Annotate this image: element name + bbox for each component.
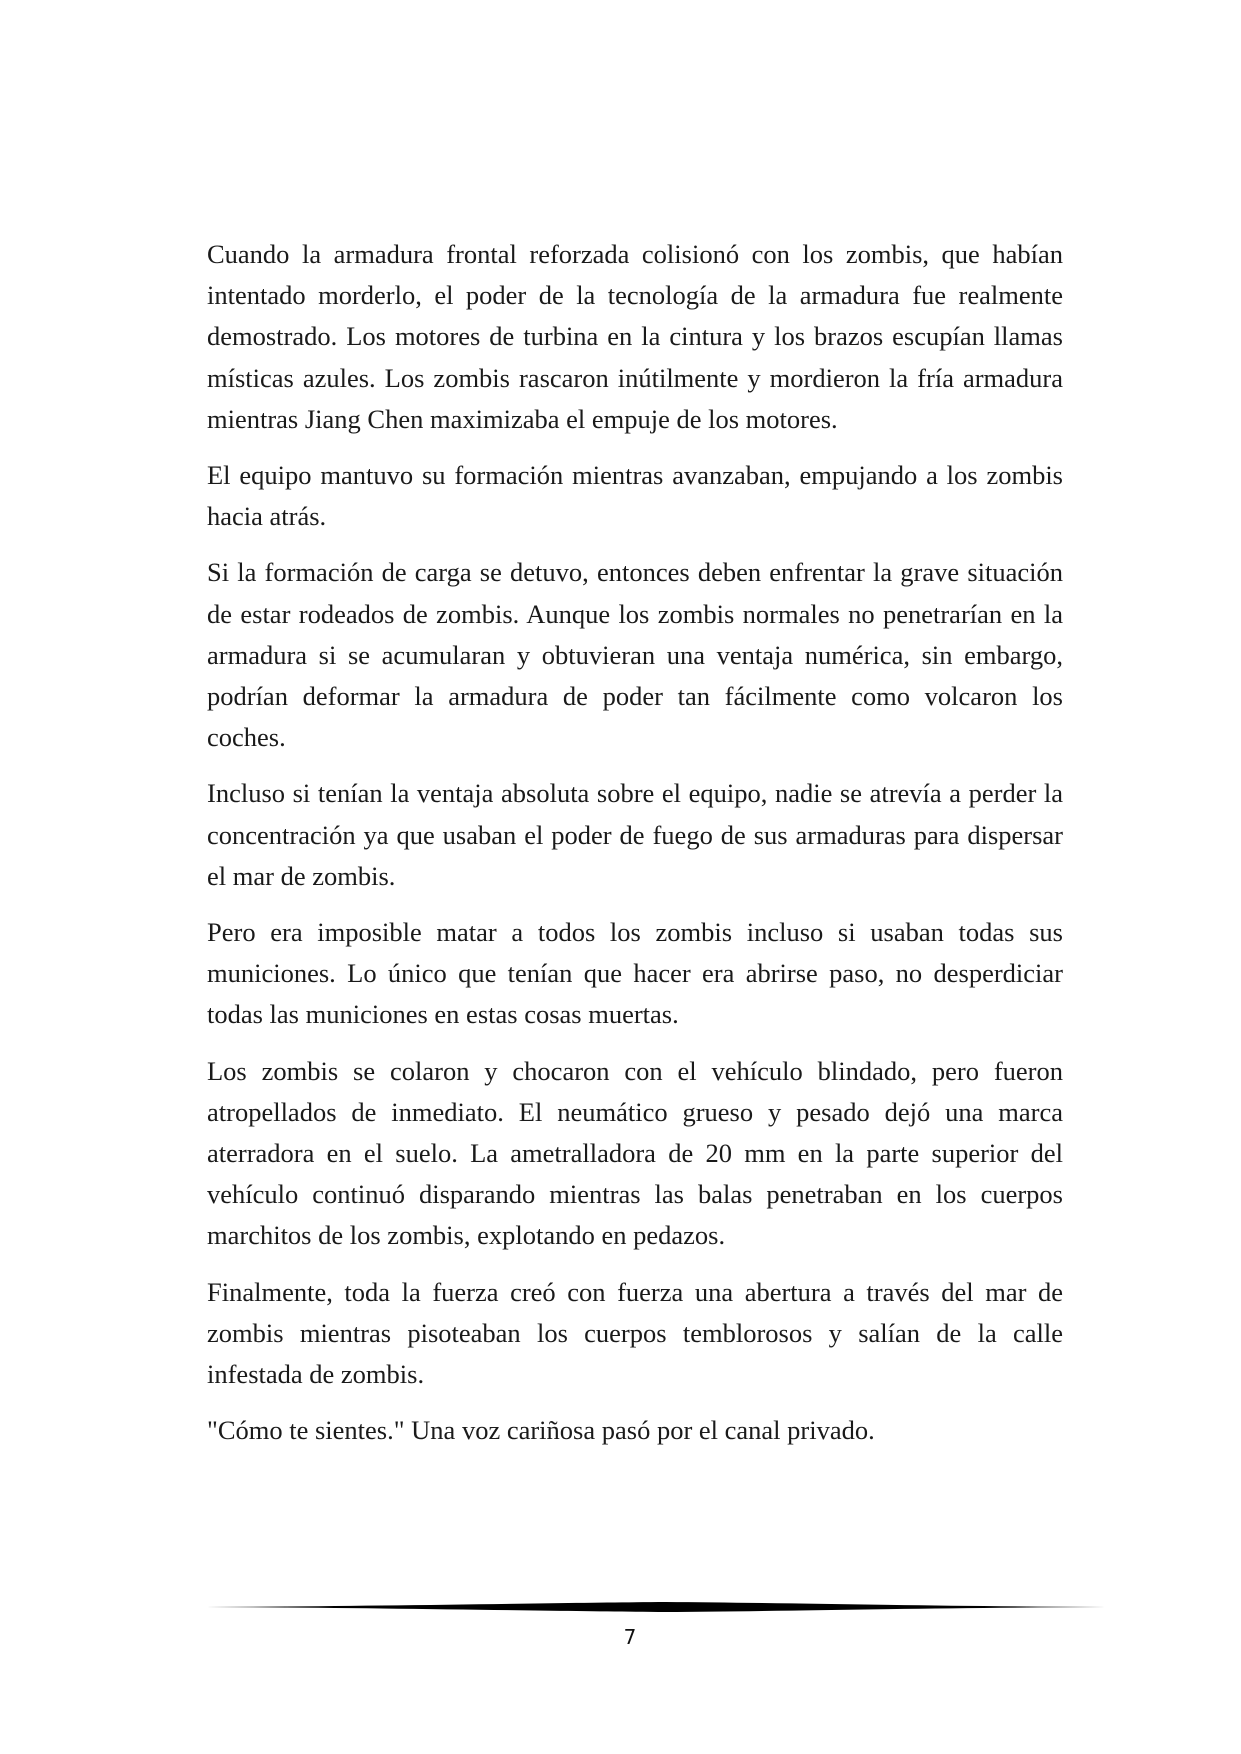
paragraph-4: Incluso si tenían la ventaja absoluta sobre el equipo, nadie se atrevía a perder la concentración ya que usaban el poder de fuego de sus armaduras para dispersar el mar de zombis. xyxy=(207,778,1063,891)
paragraph-1: Cuando la armadura frontal reforzada colisionó con los zombis, que habían intentado morderlo, el poder de la tecnología de la armadura fue realmente demostrado. Los motores de turbina en la cintura y los brazos escupían llamas místicas azules. Los zombis rascaron inútilmente y mordieron la fría armadura mientras Jiang Chen maximizaba el empuje de los motores. xyxy=(207,239,1063,434)
paragraph-2: El equipo mantuvo su formación mientras avanzaban, empujando a los zombis hacia atrás. xyxy=(207,460,1063,532)
footer-rule xyxy=(206,1600,1106,1614)
footer-rule-swash xyxy=(206,1602,1106,1612)
paragraph-6: Los zombis se colaron y chocaron con el vehículo blindado, pero fueron atropellados de inmediato. El neumático grueso y pesado dejó una marca aterradora en el suelo. La ametralladora de 20 mm en la parte superior del vehículo continuó disparando mientras las balas penetraban en los cuerpos marchitos de los zombis, explotando en pedazos. xyxy=(207,1055,1063,1251)
paragraph-7: Finalmente, toda la fuerza creó con fuerza una abertura a través del mar de zombis mientras pisoteaban los cuerpos temblorosos y salían de la calle infestada de zombis. xyxy=(207,1276,1063,1390)
page-number: 7 xyxy=(623,1625,637,1649)
paragraph-3: Si la formación de carga se detuvo, entonces deben enfrentar la grave situación de estar rodeados de zombis. Aunque los zombis normales no penetrarían en la armadura si se acumularan y obtuvieran una ventaja numérica, sin embargo, podrían deformar la armadura de poder tan fácilmente como volcaron los coches. xyxy=(207,557,1063,753)
paragraph-8: "Cómo te sientes." Una voz cariñosa pasó por el canal privado. xyxy=(207,1415,875,1446)
paragraph-5: Pero era imposible matar a todos los zombis incluso si usaban todas sus municiones. Lo único que tenían que hacer era abrirse paso, no desperdiciar todas las municiones en estas cosas muertas. xyxy=(207,917,1063,1030)
body-text xyxy=(207,234,1063,1466)
